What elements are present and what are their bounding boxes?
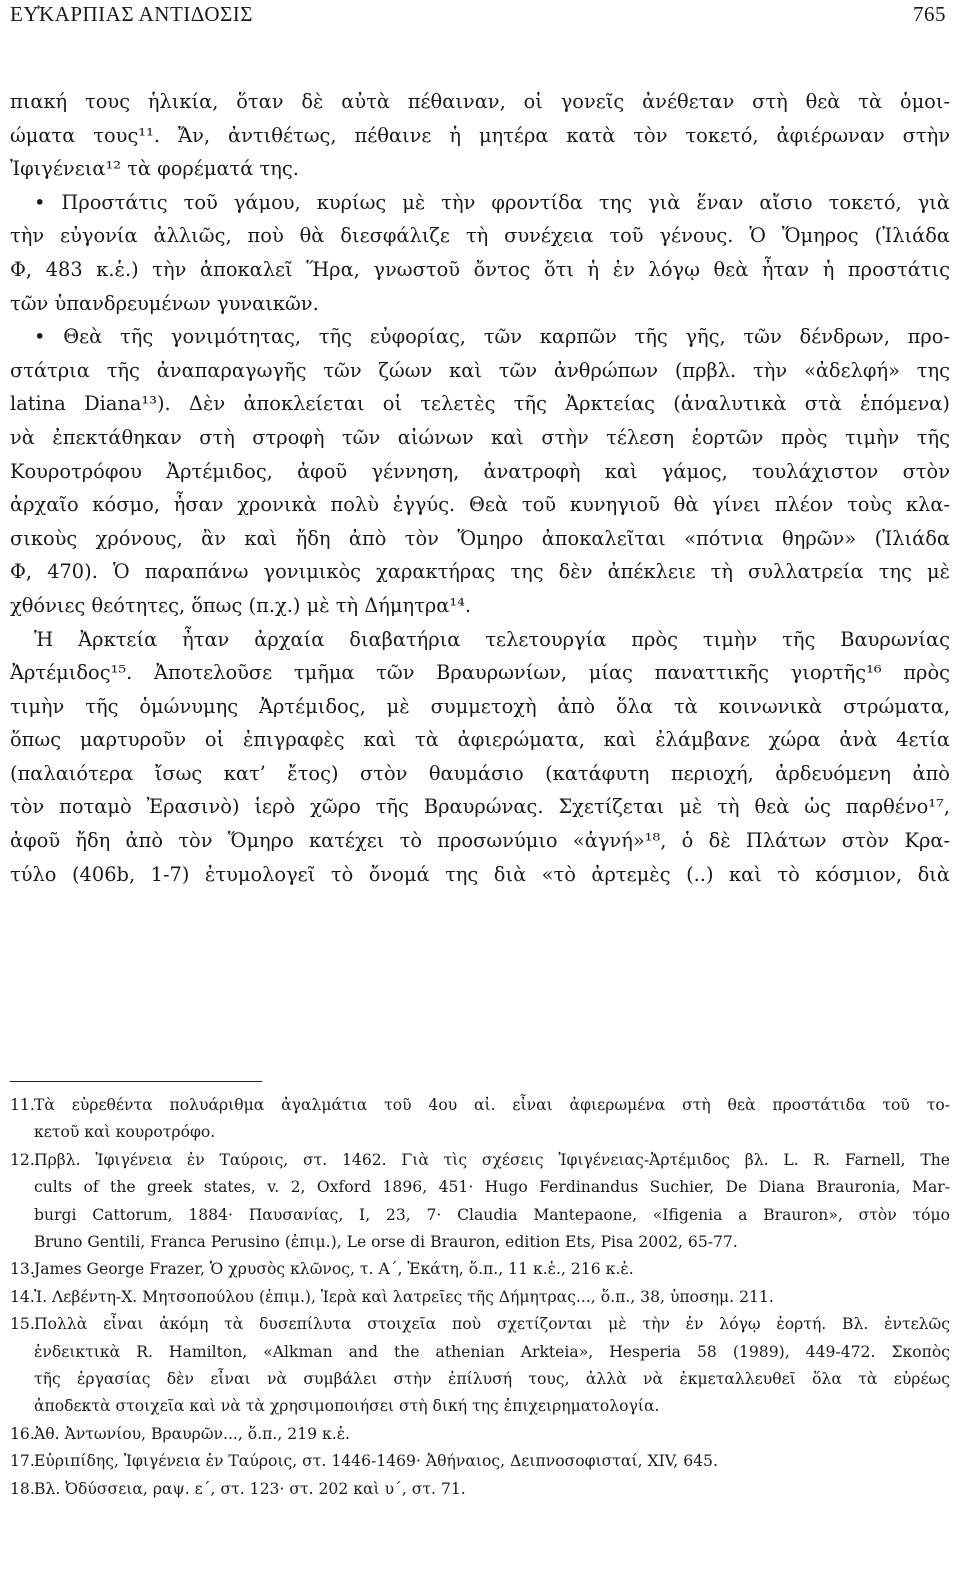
footnote-number: 17.: [10, 1452, 35, 1471]
text-line: πιακή τους ἡλικία, ὅταν δὲ αὐτὰ πέθαιναν, οἱ γονεῖς ἀνέθεταν στὴ θεὰ τὰ ὁμοι-: [10, 90, 950, 113]
text-line: τὴν εὐγονία ἀλλιῶς, ποὺ θὰ διεσφάλιζε τὴ συνέχεια τοῦ γένους. Ὁ Ὅμηρος (Ἰλιάδα: [10, 224, 950, 248]
text-line: Κουροτρόφου Ἀρτέμιδος, ἀφοῦ γέννηση, ἀνατροφὴ καὶ γάμος, τουλάχιστον στὸν: [10, 459, 950, 483]
text-line: χθόνιες θεότητες, ὅπως (π.χ.) μὲ τὴ Δήμητρα¹⁴.: [10, 593, 472, 617]
footnote-line: Ἀθ. Ἀντωνίου, Βραυρῶν..., ὅ.π., 219 κ.ἑ.: [34, 1424, 351, 1443]
footnote-number: 12.: [10, 1150, 35, 1169]
footnote-number: 18.: [10, 1479, 35, 1498]
text-line: Ἰφιγένεια¹² τὰ φορέματά της.: [10, 157, 299, 181]
footnote-line: κετοῦ καὶ κουροτρόφο.: [34, 1123, 216, 1142]
footnote-line: Ἰ. Λεβέντη-Χ. Μητσοπούλου (ἐπιμ.), Ἱερὰ καὶ λατρεῖες τῆς Δήμητρας..., ὅ.π., 38, ὑποσημ. 211.: [34, 1287, 774, 1306]
text-line: ἀφοῦ ἤδη ἀπὸ τὸν Ὅμηρο κατέχει τὸ προσωνύμιο «ἁγνή»¹⁸, ὁ δὲ Πλάτων στὸν Κρα-: [10, 829, 950, 853]
page-number: 765: [913, 2, 946, 26]
footnote: [10, 1147, 950, 1257]
text-line: τύλο (406b, 1-7) ἐτυμολογεῖ τὸ ὄνομά της διὰ «τὸ ἀρτεμὲς (..) καὶ τὸ κόσμιον, διὰ: [10, 862, 950, 886]
footnote-number: 14.: [10, 1287, 35, 1306]
footnote-line: τῆς ἐργασίας δὲν εἶναι νὰ συμβάλει στὴν ἐπίλυσή τους, ἀλλὰ νὰ ἐκμεταλλευθεῖ ὅλα τὰ εὑρέως: [34, 1370, 950, 1389]
running-head: [10, 2, 946, 32]
footnote-rule: [10, 1081, 262, 1082]
footnote: [10, 1476, 950, 1503]
text-line: Φ, 483 κ.ἑ.) τὴν ἀποκαλεῖ Ἥρα, γνωστοῦ ὄντος ὅτι ἡ ἐν λόγῳ θεὰ ἦταν ἡ προστάτις: [10, 257, 950, 281]
footnote-number: 11.: [10, 1096, 35, 1114]
text-line: (παλαιότερα ἴσως κατ’ ἔτος) στὸν θαυμάσιο (κατάφυτη περιοχή, ἀρδευόμενη ἀπὸ: [10, 761, 950, 785]
text-line: ὅπως μαρτυροῦν οἱ ἐπιγραφὲς καὶ τὰ ἀφιερώματα, καὶ ἐλάμβανε χώρα ἀνὰ 4ετία: [10, 728, 950, 752]
text-line: Φ, 470). Ὁ παραπάνω γονιμικὸς χαρακτήρας της δὲν ἀπέκλειε τὴ συλλατρεία της μὲ: [10, 560, 950, 584]
footnote: [10, 1092, 950, 1147]
footnote-line: cults of the greek states, v. 2, Oxford 1896, 451· Hugo Ferdinandus Suchier, De Diana Brauronia, Mar-: [34, 1178, 950, 1197]
footnote-line: ἀποδεκτὰ στοιχεῖα καὶ νὰ τὰ χρησιμοποιήσει στὴ δική της ἐπιχειρηματολογία.: [34, 1397, 660, 1416]
text-line: ἀρχαῖο κόσμο, ἦσαν χρονικὰ πολὺ ἐγγύς. Θεὰ τοῦ κυνηγιοῦ θὰ γίνει πλέον τοὺς κλα-: [10, 493, 950, 517]
main-text: [10, 85, 950, 891]
text-line: τῶν ὑπανδρευμένων γυναικῶν.: [10, 291, 319, 315]
footnote: [10, 1256, 950, 1283]
text-line: σικοὺς χρόνους, ἂν καὶ ἤδη ἀπὸ τὸν Ὅμηρο ἀποκαλεῖται «πότνια θηρῶν» (Ἰλιάδα: [10, 526, 950, 550]
text-line: latina Diana¹³). Δὲν ἀποκλείεται οἱ τελετὲς τῆς Ἀρκτείας (ἀναλυτικὰ στὰ ἑπόμενα): [10, 392, 950, 416]
text-line: • Προστάτις τοῦ γάμου, κυρίως μὲ τὴν φροντίδα της γιὰ ἕναν αἴσιο τοκετό, γιὰ: [34, 190, 950, 214]
footnotes: [10, 1092, 950, 1503]
footnote-number: 13.: [10, 1260, 35, 1279]
running-title: ΕΥ̓ΚΑΡΠΙΑΣ ΑΝΤΙΔΟΣΙΣ: [10, 2, 254, 26]
footnote: [10, 1421, 950, 1448]
footnote-line: burgi Cattorum, 1884· Παυσανίας, Ι, 23, 7· Claudia Mantepaone, «Ifigenia a Brauron», στὸν τόμο: [34, 1205, 950, 1224]
footnote-number: 16.: [10, 1424, 35, 1443]
text-line: Ἀρτέμιδος¹⁵. Ἀποτελοῦσε τμῆμα τῶν Βραυρωνίων, μίας παναττικῆς γιορτῆς¹⁶ πρὸς: [10, 661, 950, 685]
text-line: ώματα τους¹¹. Ἄν, ἀντιθέτως, πέθαινε ἡ μητέρα κατὰ τὸν τοκετό, ἀφιέρωναν στὴν: [10, 123, 950, 147]
text-line: στάτρια τῆς ἀναπαραγωγῆς τῶν ζώων καὶ τῶν ἀνθρώπων (πρβλ. τὴν «ἀδελφή» της: [10, 358, 950, 382]
text-line: • Θεὰ τῆς γονιμότητας, τῆς εὐφορίας, τῶν καρπῶν τῆς γῆς, τῶν δένδρων, προ-: [34, 325, 950, 349]
footnote-line: James George Frazer, Ὁ χρυσὸς κλῶνος, τ. Α΄, Ἑκάτη, ὅ.π., 11 κ.ἑ., 216 κ.ἑ.: [34, 1260, 634, 1279]
footnote-line: ἐνδεικτικὰ R. Hamilton, «Alkman and the athenian Arkteia», Hesperia 58 (1989), 449-472. Σκοπὸς: [34, 1342, 950, 1361]
footnote-line: Πολλὰ εἶναι ἀκόμη τὰ δυσεπίλυτα στοιχεῖα ποὺ σχετίζονται μὲ τὴν ἐν λόγῳ ἑορτή. Βλ. ἐντελῶς: [34, 1315, 950, 1334]
text-line: τὸν ποταμὸ Ἐρασινὸ) ἱερὸ χῶρο τῆς Βραυρώνας. Σχετίζεται μὲ τὴ θεὰ ὡς παρθένο¹⁷,: [10, 795, 950, 819]
footnote-line: Εὐριπίδης, Ἰφιγένεια ἐν Ταύροις, στ. 1446-1469· Ἀθήναιος, Δειπνοσοφισταί, XIV, 645.: [34, 1452, 718, 1471]
footnote: [10, 1284, 950, 1311]
footnote: [10, 1448, 950, 1475]
footnote-number: 15.: [10, 1315, 35, 1334]
text-line: νὰ ἐπεκτάθηκαν στὴ στροφὴ τῶν αἰώνων καὶ στὴν τέλεση ἑορτῶν πρὸς τιμὴν τῆς: [10, 425, 950, 449]
text-line: τιμὴν τῆς ὁμώνυμης Ἀρτέμιδος, μὲ συμμετοχὴ ἀπὸ ὅλα τὰ κοινωνικὰ στρώματα,: [10, 694, 950, 718]
footnote-line: Βλ. Ὀδύσσεια, ραψ. ε΄, στ. 123· στ. 202 καὶ υ΄, στ. 71.: [34, 1479, 466, 1498]
footnote: [10, 1311, 950, 1421]
text-line: Ἡ Ἀρκτεία ἦταν ἀρχαία διαβατήρια τελετουργία πρὸς τιμὴν τῆς Βαυρωνίας: [34, 627, 950, 651]
footnote-line: Τὰ εὑρεθέντα πολυάριθμα ἀγαλμάτια τοῦ 4ου αἰ. εἶναι ἀφιερωμένα στὴ θεὰ προστάτιδα τοῦ το-: [34, 1096, 950, 1114]
footnote-line: Bruno Gentili, Franca Perusino (ἐπιμ.), Le orse di Brauron, edition Ets, Pisa 2002, 65-77.: [34, 1233, 738, 1252]
footnote-line: Πρβλ. Ἰφιγένεια ἐν Ταύροις, στ. 1462. Γιὰ τὶς σχέσεις Ἰφιγένειας-Ἀρτέμιδος βλ. L. R. Farnell, The: [34, 1150, 950, 1169]
